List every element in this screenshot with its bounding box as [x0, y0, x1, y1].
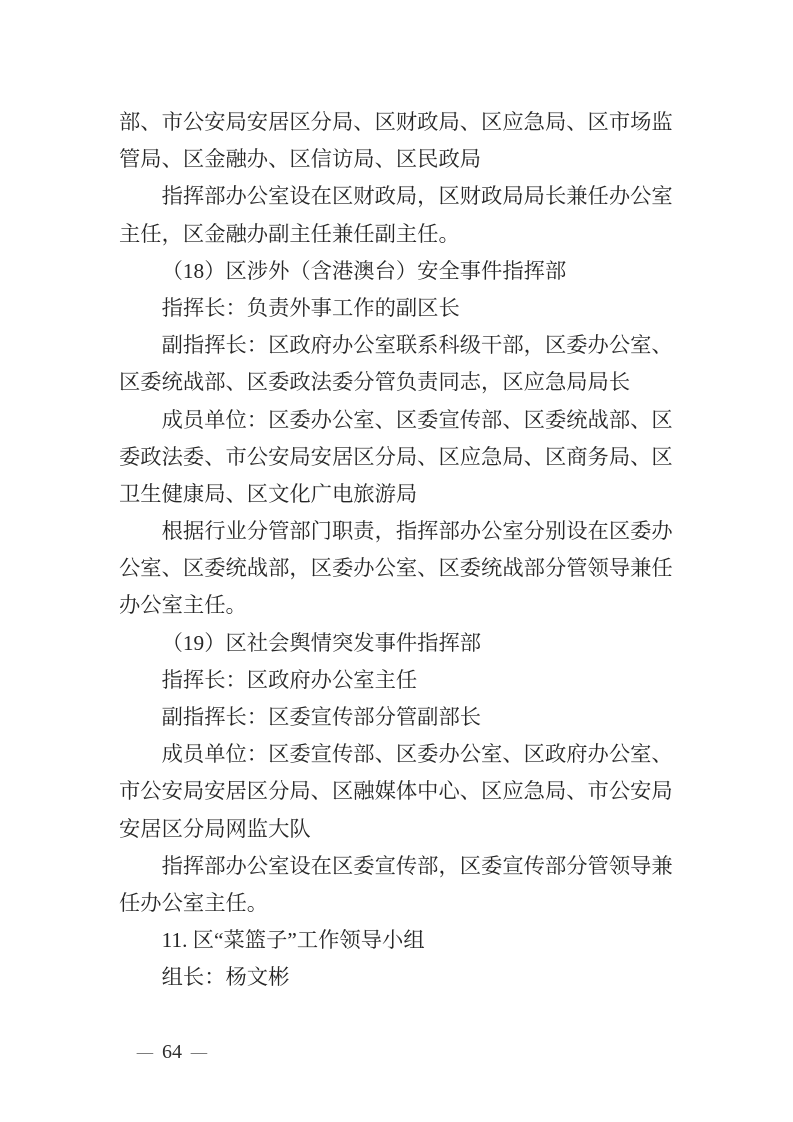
text-line: 指挥部办公室设在区财政局，区财政局局长兼任办公室 [161, 184, 673, 209]
text-line: 成员单位：区委宣传部、区委办公室、区政府办公室、 [161, 742, 673, 767]
text-line: 公室、区委统战部，区委办公室、区委统战部分管领导兼任 [119, 556, 673, 581]
text-line: 办公室主任。 [119, 593, 247, 618]
text-line: 安居区分局网监大队 [119, 816, 311, 841]
text-line: 任办公室主任。 [119, 890, 269, 915]
footer-dash-right: — [190, 1041, 208, 1063]
text-line: 区委统战部、区委政法委分管负责同志，区应急局局长 [119, 370, 631, 395]
document-body [119, 104, 681, 997]
text-line: 卫生健康局、区文化广电旅游局 [119, 481, 418, 506]
text-line: 部、市公安局安居区分局、区财政局、区应急局、区市场监 [119, 110, 673, 134]
text-line: 组长：杨文彬 [161, 965, 290, 990]
text-line: 11. 区“菜篮子”工作领导小组 [161, 928, 425, 953]
text-line: 成员单位：区委办公室、区委宣传部、区委统战部、区 [161, 407, 673, 432]
text-line: 委政法委、市公安局安居区分局、区应急局、区商务局、区 [119, 444, 673, 469]
text-line: 管局、区金融办、区信访局、区民政局 [119, 147, 482, 172]
page-number: 64 [162, 1041, 182, 1063]
text-line: 主任，区金融办副主任兼任副主任。 [119, 221, 460, 246]
footer-dash-left: — [136, 1041, 154, 1063]
text-line: 指挥长：负责外事工作的副区长 [161, 295, 460, 320]
page-footer [135, 1040, 209, 1064]
text-line: 副指挥长：区委宣传部分管副部长 [161, 705, 482, 729]
text-line: （18）区涉外（含港澳台）安全事件指挥部 [161, 258, 567, 283]
text-line: 指挥部办公室设在区委宣传部，区委宣传部分管领导兼 [161, 853, 673, 878]
text-line: 市公安局安居区分局、区融媒体中心、区应急局、市公安局 [119, 779, 673, 804]
text-line: 副指挥长：区政府办公室联系科级干部，区委办公室、 [161, 333, 673, 358]
text-line: 根据行业分管部门职责，指挥部办公室分别设在区委办 [161, 519, 673, 544]
text-line: （19）区社会舆情突发事件指挥部 [161, 630, 482, 655]
text-line: 指挥长：区政府办公室主任 [161, 667, 418, 692]
